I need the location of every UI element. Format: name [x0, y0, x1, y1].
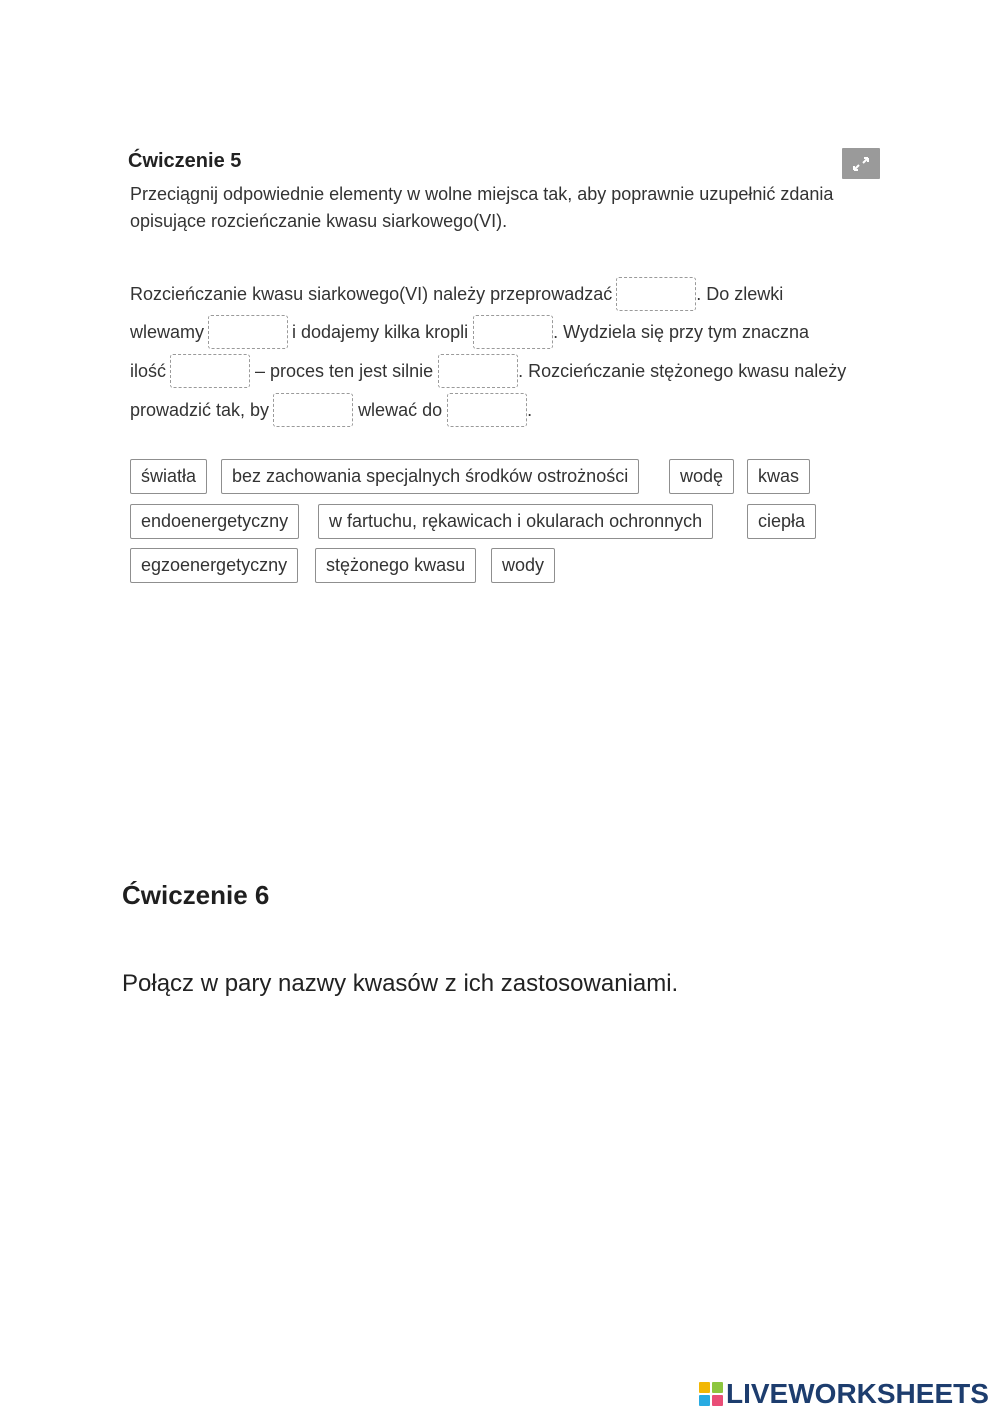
draggable-option[interactable]: egzoenergetyczny	[130, 548, 298, 583]
drop-zone-3[interactable]	[473, 315, 553, 349]
drop-zone-5[interactable]	[438, 354, 518, 388]
draggable-option[interactable]: stężonego kwasu	[315, 548, 476, 583]
sentence-text: prowadzić tak, by	[130, 399, 270, 420]
sentence-text: wlewać do	[358, 399, 443, 420]
exercise-5-title: Ćwiczenie 5	[128, 150, 242, 172]
expand-button[interactable]	[842, 148, 880, 179]
brand-name: LIVEWORKSHEETS	[726, 1378, 989, 1409]
draggable-option[interactable]: w fartuchu, rękawicach i okularach ochronnych	[318, 504, 713, 539]
sentence-text: ilość	[130, 360, 167, 381]
drop-zone-4[interactable]	[170, 354, 250, 388]
sentence-text: i dodajemy kilka kropli	[292, 321, 469, 342]
sentence-text: .	[527, 399, 533, 420]
sentence-text: . Do zlewki	[696, 283, 784, 304]
logo-cell	[712, 1382, 723, 1393]
drop-zone-1[interactable]	[616, 277, 696, 311]
draggable-option[interactable]: kwas	[747, 459, 810, 494]
draggable-option[interactable]: bez zachowania specjalnych środków ostrożności	[221, 459, 639, 494]
sentence-line-3	[130, 353, 846, 389]
sentence-line-1	[130, 276, 783, 312]
exercise-6-instruction: Połącz w pary nazwy kwasów z ich zastosowaniami.	[122, 970, 679, 997]
draggable-option[interactable]: światła	[130, 459, 207, 494]
sentence-line-2	[130, 314, 809, 350]
sentence-line-4	[130, 392, 532, 428]
sentence-text: Rozcieńczanie kwasu siarkowego(VI) należy przeprowadzać	[130, 283, 613, 304]
exercise-6-title: Ćwiczenie 6	[122, 880, 270, 910]
liveworksheets-logo-icon	[698, 1381, 724, 1407]
draggable-option[interactable]: wody	[491, 548, 555, 583]
exercise-5-instruction: Przeciągnij odpowiednie elementy w wolne miejsca tak, aby poprawnie uzupełnić zdania opisujące rozcieńczanie kwasu siarkowego(VI).	[130, 184, 834, 231]
draggable-option[interactable]: ciepła	[747, 504, 816, 539]
drop-zone-2[interactable]	[208, 315, 288, 349]
draggable-option[interactable]: endoenergetyczny	[130, 504, 299, 539]
sentence-text: . Rozcieńczanie stężonego kwasu należy	[518, 360, 847, 381]
drop-zone-7[interactable]	[447, 393, 527, 427]
sentence-text: . Wydziela się przy tym znaczna	[553, 321, 810, 342]
drop-zone-6[interactable]	[273, 393, 353, 427]
sentence-text: – proces ten jest silnie	[255, 360, 434, 381]
expand-arrows-icon	[850, 154, 872, 174]
logo-cell	[699, 1395, 710, 1406]
sentence-text: wlewamy	[130, 321, 205, 342]
logo-cell	[699, 1382, 710, 1393]
liveworksheets-brand	[698, 1376, 989, 1412]
draggable-option[interactable]: wodę	[669, 459, 734, 494]
logo-cell	[712, 1395, 723, 1406]
